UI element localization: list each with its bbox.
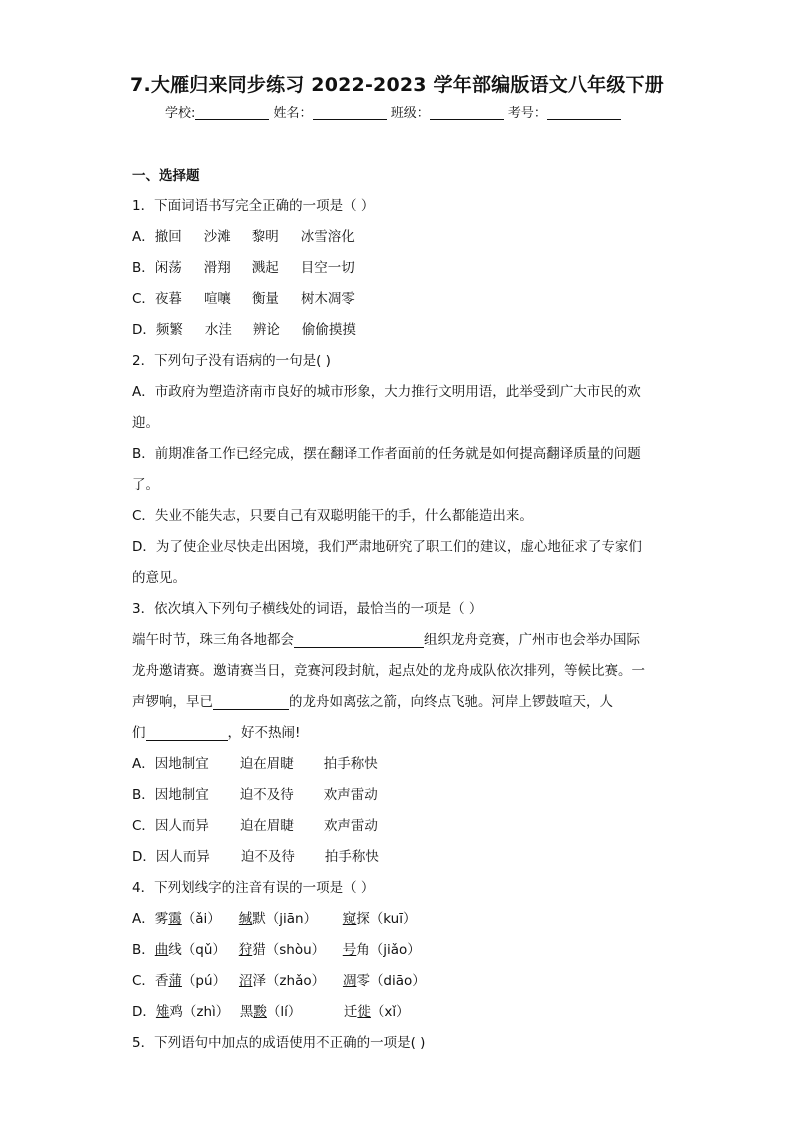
class-field[interactable]	[430, 105, 504, 120]
question-4-stem: 4．下列划线字的注音有误的一项是（ ）	[132, 880, 375, 896]
number-field[interactable]	[547, 105, 621, 120]
q2-option-d-cont: 的意见。	[132, 570, 186, 586]
question-3-stem: 3．依次填入下列句子横线处的词语，最恰当的一项是（ ）	[132, 601, 483, 617]
school-field[interactable]	[195, 105, 269, 120]
question-2-stem: 2．下列句子没有语病的一句是( )	[132, 353, 331, 369]
q3-blank-1[interactable]	[294, 632, 424, 648]
q1-option-d[interactable]: D．频繁 水洼 辨论 偷偷摸摸	[132, 322, 356, 338]
q2-option-a[interactable]: A．市政府为塑造济南市良好的城市形象，大力推行文明用语，此举受到广大市民的欢	[132, 384, 641, 400]
q1-option-b[interactable]: B．闲荡 滑翔 溅起 目空一切	[132, 260, 355, 276]
question-1-stem: 1．下面词语书写完全正确的一项是（ ）	[132, 198, 375, 214]
q2-option-a-cont: 迎。	[132, 415, 159, 431]
q4-option-b[interactable]: B．曲线（qǔ） 狩猎（shòu） 号角（jiǎo）	[132, 942, 421, 958]
q4-option-d[interactable]: D．雉鸡（zhì） 黑黢（lí） 迁徙（xǐ）	[132, 1004, 410, 1020]
q4-option-a[interactable]: A．雾霭（ǎi） 缄默（jiān） 窥探（kuī）	[132, 911, 417, 927]
q3-option-b[interactable]: B．因地制宜 迫不及待 欢声雷动	[132, 787, 378, 803]
section-heading: 一、选择题	[132, 168, 200, 184]
name-label: 姓名：	[273, 106, 313, 121]
q3-passage-line-2: 龙舟邀请赛。邀请赛当日，竞赛河段封航，起点处的龙舟成队依次排列，等候比赛。一	[132, 663, 645, 679]
number-label: 考号：	[507, 106, 547, 121]
q3-option-a[interactable]: A．因地制宜 迫在眉睫 拍手称快	[132, 756, 378, 772]
q2-option-b[interactable]: B．前期准备工作已经完成，摆在翻译工作者面前的任务就是如何提高翻译质量的问题	[132, 446, 641, 462]
q3-option-c[interactable]: C．因人而异 迫在眉睫 欢声雷动	[132, 818, 378, 834]
q3-passage-line-4: 们 ，好不热闹!	[132, 725, 301, 741]
student-info-line	[165, 102, 621, 121]
name-field[interactable]	[313, 105, 387, 120]
q3-passage-line-3: 声锣响，早已 的龙舟如离弦之箭，向终点飞驰。河岸上锣鼓喧天，人	[132, 694, 613, 710]
q3-blank-3[interactable]	[146, 725, 228, 741]
q4-option-c[interactable]: C．香蒲（pú） 沼泽（zhǎo） 凋零（diāo）	[132, 973, 426, 989]
page-title: 7.大雁归来同步练习 2022-2023 学年部编版语文八年级下册	[130, 74, 664, 96]
q3-blank-2[interactable]	[213, 694, 289, 710]
question-body	[132, 167, 667, 1059]
q3-option-d[interactable]: D．因人而异 迫不及待 拍手称快	[132, 849, 379, 865]
q1-option-c[interactable]: C．夜暮 喧嚷 衡量 树木凋零	[132, 291, 355, 307]
q2-option-c[interactable]: C．失业不能失志，只要自己有双聪明能干的手，什么都能造出来。	[132, 508, 533, 524]
q2-option-b-cont: 了。	[132, 477, 159, 493]
q2-option-d[interactable]: D．为了使企业尽快走出困境，我们严肃地研究了职工们的建议，虚心地征求了专家们	[132, 539, 642, 555]
q1-option-a[interactable]: A．撤回 沙滩 黎明 冰雪溶化	[132, 229, 355, 245]
question-5-stem: 5．下列语句中加点的成语使用不正确的一项是( )	[132, 1035, 426, 1051]
class-label: 班级：	[390, 106, 430, 121]
q3-passage-line-1: 端午时节，珠三角各地都会 组织龙舟竞赛，广州市也会举办国际	[132, 632, 640, 648]
school-label: 学校:	[165, 106, 196, 121]
